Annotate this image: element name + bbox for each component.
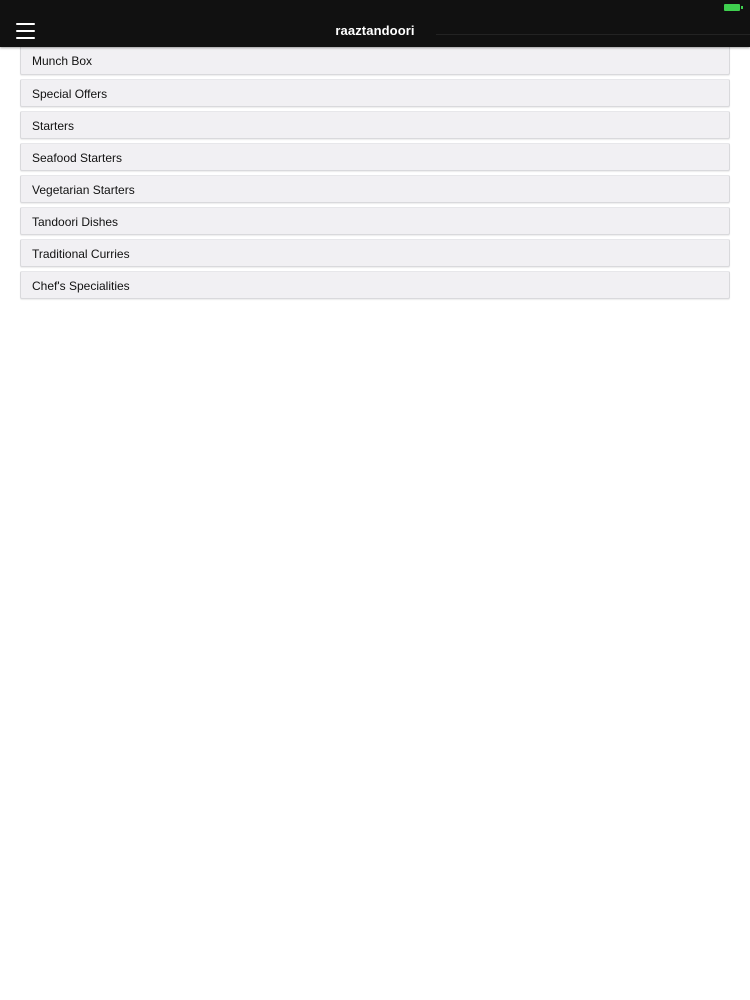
category-label: Chef's Specialities bbox=[32, 279, 130, 293]
category-label: Munch Box bbox=[32, 54, 93, 68]
category-label: Special Offers bbox=[32, 87, 108, 101]
category-item-tandoori-dishes[interactable] bbox=[20, 207, 730, 235]
category-item-starters[interactable] bbox=[20, 111, 730, 139]
category-label: Seafood Starters bbox=[32, 151, 123, 165]
category-item-seafood-starters[interactable] bbox=[20, 143, 730, 171]
category-item-traditional-curries[interactable] bbox=[20, 239, 730, 267]
status-bar bbox=[0, 0, 750, 14]
category-item-vegetarian-starters[interactable] bbox=[20, 175, 730, 203]
category-item-chefs-specialities[interactable] bbox=[20, 271, 730, 299]
category-label: Starters bbox=[32, 119, 75, 133]
category-label: Tandoori Dishes bbox=[32, 215, 119, 229]
category-item-special-offers[interactable] bbox=[20, 79, 730, 107]
category-label: Vegetarian Starters bbox=[32, 183, 135, 197]
category-item-munch-box[interactable] bbox=[20, 47, 730, 75]
app-header bbox=[0, 0, 750, 47]
category-label: Traditional Curries bbox=[32, 247, 130, 261]
app-title: raaztandoori bbox=[335, 23, 415, 38]
header-divider bbox=[436, 34, 750, 35]
category-list bbox=[20, 47, 730, 303]
battery-icon bbox=[724, 4, 740, 11]
